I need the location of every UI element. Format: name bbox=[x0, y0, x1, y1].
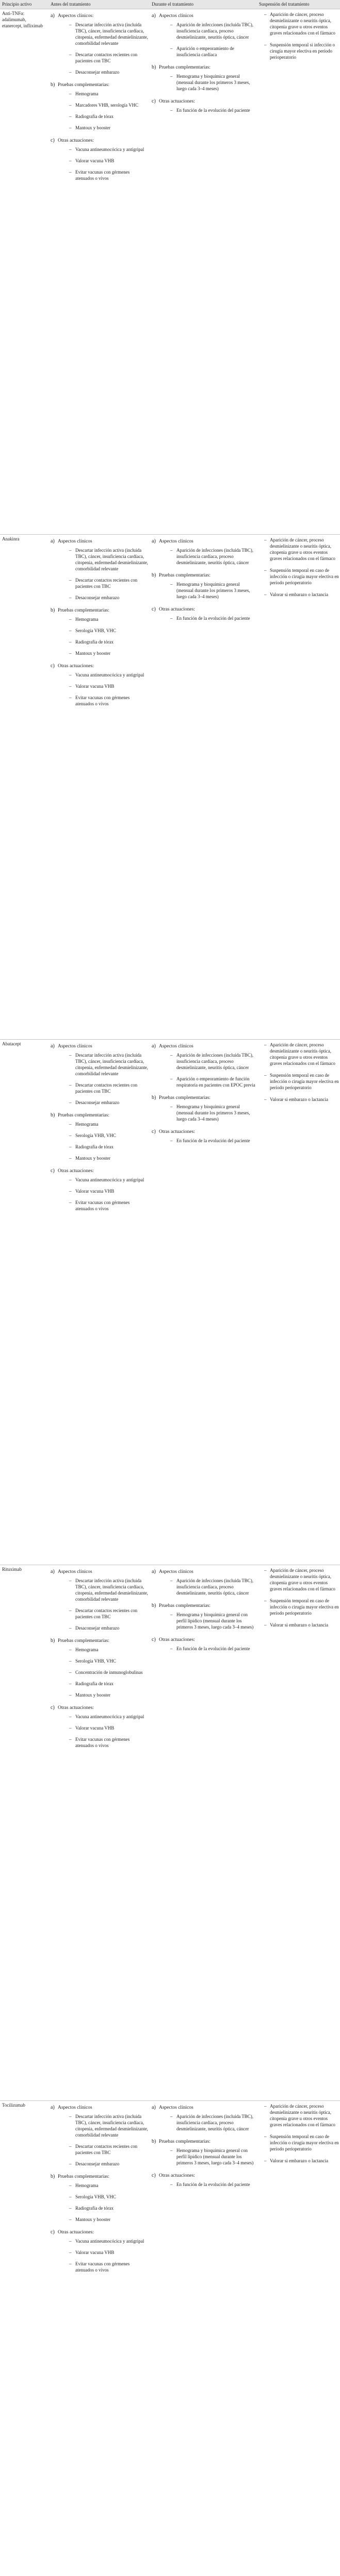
section-label: a) bbox=[152, 538, 156, 544]
table-body bbox=[0, 9, 340, 2576]
section-title: Aspectos clínicos: bbox=[58, 13, 94, 19]
section-title: Pruebas complementarias: bbox=[58, 1113, 109, 1118]
table-row bbox=[0, 2101, 340, 2576]
section-c bbox=[48, 2229, 149, 2278]
list-item: – Desaconsejar embarazo bbox=[69, 2161, 149, 2167]
list-item: – En función de la evolución del paciente bbox=[170, 107, 256, 113]
list-item: – Concentración de inmunoglobulinas bbox=[69, 1669, 149, 1675]
list-item: – Radiografía de tórax bbox=[69, 1144, 149, 1150]
section-body bbox=[159, 13, 256, 63]
list-item: – Mantoux y booster bbox=[69, 125, 149, 131]
section-body bbox=[58, 1168, 149, 1217]
list-item: – Vacuna antineumocócica y antigripal bbox=[69, 1177, 149, 1183]
list-item: – Valorar vacuna VHB bbox=[69, 683, 149, 689]
list-item: – Hemograma bbox=[69, 616, 149, 622]
section-label: a) bbox=[152, 2105, 156, 2110]
header-during: Durante el tratamiento bbox=[150, 0, 257, 9]
section-label: c) bbox=[152, 1129, 156, 1134]
section-title: Otras actuaciones: bbox=[159, 99, 195, 104]
section-title: Pruebas complementarias: bbox=[159, 1095, 211, 1100]
section-c bbox=[150, 1129, 256, 1149]
suspension-cell bbox=[257, 2101, 340, 2576]
list-item: – Desaconsejar embarazo bbox=[69, 595, 149, 601]
suspension-list bbox=[257, 1042, 339, 1103]
list-item: – Hemograma bbox=[69, 91, 149, 97]
section-label: a) bbox=[51, 2105, 55, 2110]
section-title: Aspectos clínicos bbox=[159, 1569, 193, 1574]
section-items bbox=[159, 2113, 256, 2132]
section-label: a) bbox=[51, 1569, 55, 1574]
list-item: – Valorar si embarazo o lactancia bbox=[264, 1622, 339, 1628]
before-treatment-cell bbox=[48, 1040, 150, 1565]
section-items bbox=[159, 107, 256, 113]
list-item: – Hemograma y bioquímica general (mensual durante los primeros 3 meses, luego cada 3–4 meses) bbox=[170, 73, 256, 92]
section-title: Aspectos clínicos bbox=[58, 2105, 92, 2110]
section-title: Otras actuaciones: bbox=[58, 664, 94, 669]
list-item: – Vacuna antineumocócica y antigripal bbox=[69, 1714, 149, 1720]
section-b bbox=[48, 1112, 149, 1166]
section-label: b) bbox=[152, 2139, 156, 2144]
list-item: – Vacuna antineumocócica y antigripal bbox=[69, 672, 149, 678]
drug-name: Anti-TNFα: adalimumab, etanercept, infliximab bbox=[0, 9, 48, 535]
section-label: a) bbox=[51, 538, 55, 544]
section-b bbox=[150, 1603, 256, 1635]
section-items bbox=[58, 146, 149, 181]
section-body bbox=[159, 1637, 256, 1657]
section-c bbox=[150, 98, 256, 118]
list-item: – Aparición o empeoramiento de función respiratoria en pacientes con EPOC previa bbox=[170, 1076, 256, 1088]
section-items bbox=[159, 73, 256, 92]
header-drug: Principio activo bbox=[0, 0, 48, 9]
list-item: – Suspensión temporal si infección o cirugía mayor electiva en período perioperatorio bbox=[264, 42, 339, 60]
list-item: – Marcadores VHB, serología VHC bbox=[69, 102, 149, 108]
section-title: Pruebas complementarias: bbox=[58, 2174, 109, 2179]
section-a bbox=[48, 538, 149, 606]
section-body bbox=[58, 13, 149, 80]
suspension-list bbox=[257, 1567, 339, 1628]
section-items bbox=[58, 672, 149, 707]
section-body bbox=[159, 538, 256, 571]
list-item: – Serología VHB, VHC bbox=[69, 628, 149, 634]
list-item: – Suspensión temporal en caso de infección o cirugía mayor electiva en período perioperatorio bbox=[264, 567, 339, 586]
section-b bbox=[150, 64, 256, 97]
section-body bbox=[58, 1112, 149, 1166]
suspension-cell bbox=[257, 535, 340, 1040]
section-items bbox=[58, 616, 149, 656]
section-label: b) bbox=[152, 572, 156, 578]
section-items bbox=[58, 1121, 149, 1161]
section-body bbox=[58, 1043, 149, 1111]
list-item: – Evitar vacunas con gérmenes atenuados o vivos bbox=[69, 694, 149, 707]
list-item: – Radiografía de tórax bbox=[69, 113, 149, 120]
section-title: Otras actuaciones: bbox=[159, 607, 195, 612]
list-item: – Descartar contactos recientes con pacientes con TBC bbox=[69, 2143, 149, 2156]
section-items bbox=[159, 1578, 256, 1596]
section-body bbox=[159, 98, 256, 118]
list-item: – Descartar infección activa (incluida TBC), cáncer, insuficiencia cardíaca, citopenia, enfermedad desmielinizante, comorbilidad relevante bbox=[69, 547, 149, 572]
during-treatment-cell bbox=[150, 535, 257, 1040]
section-c bbox=[48, 1705, 149, 1754]
section-title: Aspectos clínicos bbox=[159, 539, 193, 544]
list-item: – Suspensión temporal en caso de infección o cirugía mayor electiva en período perioperatorio bbox=[264, 1598, 339, 1616]
section-title: Otras actuaciones: bbox=[58, 138, 94, 143]
list-item: – Hemograma y bioquímica general con perfil lipídico (mensual durante los primeros 3 meses, luego cada 3–4 meses) bbox=[170, 1612, 256, 1630]
list-item: – Aparición de infecciones (incluida TBC), insuficiencia cardíaca, proceso desmielinizante, neuritis óptica, cáncer bbox=[170, 547, 256, 566]
section-items bbox=[58, 1052, 149, 1106]
section-items bbox=[58, 91, 149, 131]
list-item: – Valorar vacuna VHB bbox=[69, 2249, 149, 2256]
section-b bbox=[150, 2139, 256, 2171]
list-item: – Descartar infección activa (incluida TBC), cáncer, insuficiencia cardíaca, citopenia, enfermedad desmielinizante, comorbilidad relevante bbox=[69, 1052, 149, 1077]
section-title: Aspectos clínicos bbox=[159, 1044, 193, 1049]
section-body bbox=[159, 1129, 256, 1149]
section-items bbox=[159, 1646, 256, 1652]
before-treatment-cell bbox=[48, 9, 150, 535]
section-a bbox=[150, 1569, 256, 1601]
section-label: c) bbox=[152, 606, 156, 612]
section-title: Otras actuaciones: bbox=[159, 2173, 195, 2178]
section-body bbox=[159, 1569, 256, 1601]
table-row bbox=[0, 1040, 340, 1565]
suspension-list bbox=[257, 537, 339, 598]
section-items bbox=[159, 1138, 256, 1144]
during-treatment-cell bbox=[150, 1040, 257, 1565]
section-c bbox=[150, 606, 256, 626]
section-a bbox=[48, 2105, 149, 2172]
list-item: – Descartar infección activa (incluida TBC), cáncer, insuficiencia cardíaca, citopenia, enfermedad desmielinizante, comorbilidad relevante bbox=[69, 2113, 149, 2138]
section-label: b) bbox=[51, 2174, 55, 2179]
list-item: – Evitar vacunas con gérmenes atenuados o vivos bbox=[69, 169, 149, 181]
list-item: – Aparición o empeoramiento de insuficiencia cardíaca bbox=[170, 45, 256, 58]
section-label: a) bbox=[51, 1043, 55, 1049]
section-title: Aspectos clínicos bbox=[159, 13, 193, 19]
section-items bbox=[58, 2182, 149, 2223]
section-label: a) bbox=[152, 1043, 156, 1049]
section-b bbox=[150, 572, 256, 605]
section-body bbox=[58, 2174, 149, 2228]
list-item: – Aparición de cáncer, proceso desmielinizante o neuritis óptica, citopenia grave u otros eventos graves relacionados con el fármaco bbox=[264, 537, 339, 562]
section-body bbox=[58, 2105, 149, 2172]
section-title: Pruebas complementarias: bbox=[159, 1603, 211, 1608]
list-item: – Evitar vacunas con gérmenes atenuados o vivos bbox=[69, 1199, 149, 1212]
list-item: – Aparición de infecciones (incluida TBC), insuficiencia cardíaca, proceso desmielinizante, neuritis óptica, cáncer bbox=[170, 1052, 256, 1071]
section-items bbox=[159, 2181, 256, 2188]
section-items bbox=[58, 547, 149, 601]
section-items bbox=[159, 615, 256, 621]
list-item: – Valorar si embarazo o lactancia bbox=[264, 1096, 339, 1103]
drug-name: Tocilizumab bbox=[0, 2101, 48, 2576]
section-body bbox=[58, 1638, 149, 1703]
before-treatment-cell bbox=[48, 535, 150, 1040]
section-label: b) bbox=[152, 1603, 156, 1608]
list-item: – Hemograma bbox=[69, 2182, 149, 2189]
list-item: – Radiografía de tórax bbox=[69, 1681, 149, 1687]
list-item: – Mantoux y booster bbox=[69, 2216, 149, 2223]
list-item: – Valorar vacuna VHB bbox=[69, 1188, 149, 1194]
section-label: c) bbox=[51, 1168, 55, 1174]
list-item: – Vacuna antineumocócica y antigripal bbox=[69, 2238, 149, 2244]
section-label: a) bbox=[152, 13, 156, 19]
section-body bbox=[58, 1705, 149, 1754]
section-body bbox=[159, 64, 256, 97]
section-title: Pruebas complementarias: bbox=[159, 573, 211, 578]
section-body bbox=[58, 663, 149, 712]
list-item: – Aparición de infecciones (incluida TBC), insuficiencia cardíaca, proceso desmielinizante, neuritis óptica, cáncer bbox=[170, 22, 256, 40]
section-body bbox=[159, 1095, 256, 1127]
section-c bbox=[150, 2173, 256, 2193]
list-item: – Hemograma y bioquímica general (mensual durante los primeros 3 meses, luego cada 3–4 meses) bbox=[170, 581, 256, 600]
section-label: c) bbox=[51, 663, 55, 669]
list-item: – Serología VHB, VHC bbox=[69, 2194, 149, 2200]
section-title: Otras actuaciones: bbox=[58, 1168, 94, 1174]
list-item: – Descartar contactos recientes con pacientes con TBC bbox=[69, 1082, 149, 1094]
list-item: – Mantoux y booster bbox=[69, 1155, 149, 1161]
list-item: – Aparición de cáncer, proceso desmielinizante o neuritis óptica, citopenia grave u otros eventos graves relacionados con el fármaco bbox=[264, 11, 339, 36]
list-item: – Evitar vacunas con gérmenes atenuados o vivos bbox=[69, 1736, 149, 1749]
section-body bbox=[159, 606, 256, 626]
section-body bbox=[58, 138, 149, 187]
section-title: Aspectos clínicos bbox=[58, 1044, 92, 1049]
section-title: Aspectos clínicos bbox=[58, 539, 92, 544]
drug-name: Abatacept bbox=[0, 1040, 48, 1565]
suspension-cell bbox=[257, 1565, 340, 2101]
section-body bbox=[159, 2139, 256, 2171]
list-item: – Hemograma y bioquímica general (mensual durante los primeros 3 meses, luego cada 3–4 meses) bbox=[170, 1104, 256, 1122]
before-treatment-cell bbox=[48, 1565, 150, 2101]
suspension-list bbox=[257, 11, 339, 60]
section-b bbox=[48, 2174, 149, 2228]
list-item: – Radiografía de tórax bbox=[69, 639, 149, 645]
section-label: b) bbox=[51, 1638, 55, 1643]
section-a bbox=[150, 2105, 256, 2137]
section-label: b) bbox=[152, 64, 156, 70]
list-item: – Serología VHB, VHC bbox=[69, 1132, 149, 1139]
list-item: – Mantoux y booster bbox=[69, 650, 149, 656]
table-row bbox=[0, 1565, 340, 2101]
section-label: c) bbox=[152, 2173, 156, 2178]
section-title: Otras actuaciones: bbox=[58, 2230, 94, 2235]
section-items bbox=[58, 2113, 149, 2167]
drug-name: Rituximab bbox=[0, 1565, 48, 2101]
list-item: – Mantoux y booster bbox=[69, 1692, 149, 1698]
section-items bbox=[58, 1578, 149, 1631]
section-c bbox=[48, 138, 149, 187]
suspension-cell bbox=[257, 9, 340, 535]
list-item: – Serología VHB, VHC bbox=[69, 1658, 149, 1664]
list-item: – Desaconsejar embarazo bbox=[69, 69, 149, 75]
section-items bbox=[159, 22, 256, 58]
list-item: – Aparición de cáncer, proceso desmielinizante o neuritis óptica, citopenia grave u otros eventos graves relacionados con el fármaco bbox=[264, 1567, 339, 1592]
section-title: Pruebas complementarias: bbox=[159, 2139, 211, 2144]
section-body bbox=[58, 82, 149, 136]
section-a bbox=[48, 1043, 149, 1111]
section-items bbox=[58, 1714, 149, 1749]
section-a bbox=[150, 1043, 256, 1093]
list-item: – En función de la evolución del paciente bbox=[170, 1646, 256, 1652]
list-item: – Valorar vacuna VHB bbox=[69, 158, 149, 164]
section-body bbox=[159, 2173, 256, 2193]
section-items bbox=[58, 1647, 149, 1698]
section-items bbox=[58, 1177, 149, 1212]
list-item: – Descartar contactos recientes con pacientes con TBC bbox=[69, 52, 149, 64]
section-label: b) bbox=[51, 82, 55, 88]
section-label: c) bbox=[51, 138, 55, 143]
section-c bbox=[150, 1637, 256, 1657]
list-item: – Valorar si embarazo o lactancia bbox=[264, 591, 339, 598]
section-a bbox=[48, 1569, 149, 1636]
during-treatment-cell bbox=[150, 9, 257, 535]
list-item: – Aparición de cáncer, proceso desmielinizante o neuritis óptica, citopenia grave u otros eventos graves relacionados con el fármaco bbox=[264, 2103, 339, 2128]
list-item: – Aparición de infecciones (incluida TBC), insuficiencia cardíaca, proceso desmielinizante, neuritis óptica, cáncer bbox=[170, 1578, 256, 1596]
section-label: c) bbox=[152, 98, 156, 104]
section-label: a) bbox=[51, 13, 55, 19]
section-a bbox=[150, 538, 256, 571]
section-body bbox=[58, 1569, 149, 1636]
list-item: – Radiografía de tórax bbox=[69, 2205, 149, 2211]
section-title: Pruebas complementarias: bbox=[58, 82, 109, 88]
list-item: – En función de la evolución del paciente bbox=[170, 2181, 256, 2188]
section-items bbox=[159, 2147, 256, 2166]
section-body bbox=[58, 2229, 149, 2278]
section-title: Otras actuaciones: bbox=[159, 1637, 195, 1642]
list-item: – Aparición de cáncer, proceso desmielinizante o neuritis óptica, citopenia grave u otros eventos graves relacionados con el fármaco bbox=[264, 1042, 339, 1066]
section-a bbox=[48, 13, 149, 80]
list-item: – En función de la evolución del paciente bbox=[170, 1138, 256, 1144]
header-before: Antes del tratamiento bbox=[48, 0, 150, 9]
list-item: – Desaconsejar embarazo bbox=[69, 1625, 149, 1631]
section-items bbox=[159, 1052, 256, 1088]
list-item: – Descartar contactos recientes con pacientes con TBC bbox=[69, 577, 149, 589]
header-suspension: Suspensión del tratamiento bbox=[257, 0, 340, 9]
before-treatment-cell bbox=[48, 2101, 150, 2576]
section-title: Pruebas complementarias: bbox=[58, 1638, 109, 1643]
list-item: – Valorar vacuna VHB bbox=[69, 1725, 149, 1731]
list-item: – Hemograma bbox=[69, 1121, 149, 1127]
section-c bbox=[48, 663, 149, 712]
section-body bbox=[58, 538, 149, 606]
section-b bbox=[48, 1638, 149, 1703]
section-items bbox=[159, 1104, 256, 1122]
section-label: b) bbox=[51, 607, 55, 613]
table-row bbox=[0, 9, 340, 535]
section-title: Aspectos clínicos bbox=[159, 2105, 193, 2110]
section-label: c) bbox=[51, 2229, 55, 2235]
section-title: Otras actuaciones: bbox=[159, 1129, 195, 1134]
section-label: b) bbox=[51, 1112, 55, 1118]
table-row bbox=[0, 535, 340, 1040]
section-title: Aspectos clínicos bbox=[58, 1569, 92, 1574]
list-item: – Suspensión temporal en caso de infección o cirugía mayor electiva en período perioperatorio bbox=[264, 2133, 339, 2152]
section-items bbox=[58, 2238, 149, 2273]
list-item: – Desaconsejar embarazo bbox=[69, 1099, 149, 1106]
list-item: – Hemograma y bioquímica general con perfil lipídico (mensual durante los primeros 3 meses, luego cada 3–4 meses) bbox=[170, 2147, 256, 2166]
list-item: – Vacuna antineumocócica y antigripal bbox=[69, 146, 149, 152]
suspension-list bbox=[257, 2103, 339, 2164]
section-items bbox=[159, 581, 256, 600]
section-label: b) bbox=[152, 1095, 156, 1100]
section-title: Otras actuaciones: bbox=[58, 1705, 94, 1710]
section-body bbox=[159, 1043, 256, 1093]
section-body bbox=[159, 1603, 256, 1635]
section-a bbox=[150, 13, 256, 63]
section-items bbox=[58, 22, 149, 75]
list-item: – Aparición de infecciones (incluida TBC), insuficiencia cardíaca, proceso desmielinizante, neuritis óptica, cáncer bbox=[170, 2113, 256, 2132]
list-item: – Hemograma bbox=[69, 1647, 149, 1653]
section-body bbox=[58, 607, 149, 662]
header-row bbox=[0, 0, 340, 9]
suspension-cell bbox=[257, 1040, 340, 1565]
list-item: – Suspensión temporal en caso de infección o cirugía mayor electiva en período perioperatorio bbox=[264, 1072, 339, 1091]
list-item: – Descartar contactos recientes con pacientes con TBC bbox=[69, 1607, 149, 1620]
list-item: – Evitar vacunas con gérmenes atenuados o vivos bbox=[69, 2261, 149, 2273]
section-title: Pruebas complementarias: bbox=[58, 608, 109, 613]
list-item: – Descartar infección activa (incluida TBC), cáncer, insuficiencia cardíaca, citopenia, enfermedad desmielinizante, comorbilidad relevante bbox=[69, 1578, 149, 1602]
section-b bbox=[48, 607, 149, 662]
list-item: – Valorar si embarazo o lactancia bbox=[264, 2158, 339, 2164]
section-body bbox=[159, 572, 256, 605]
section-label: c) bbox=[51, 1705, 55, 1710]
list-item: – En función de la evolución del paciente bbox=[170, 615, 256, 621]
during-treatment-cell bbox=[150, 2101, 257, 2576]
section-b bbox=[150, 1095, 256, 1127]
during-treatment-cell bbox=[150, 1565, 257, 2101]
list-item: – Descartar infección activa (incluida TBC), cáncer, insuficiencia cardíaca, citopenia, enfermedad desmielinizante, comorbilidad relevante bbox=[69, 22, 149, 46]
drug-name: Anakinra bbox=[0, 535, 48, 1040]
section-title: Pruebas complementarias: bbox=[159, 65, 211, 70]
section-label: a) bbox=[152, 1569, 156, 1574]
section-c bbox=[48, 1168, 149, 1217]
section-items bbox=[159, 1612, 256, 1630]
section-items bbox=[159, 547, 256, 566]
section-body bbox=[159, 2105, 256, 2137]
section-label: c) bbox=[152, 1637, 156, 1642]
section-b bbox=[48, 82, 149, 136]
